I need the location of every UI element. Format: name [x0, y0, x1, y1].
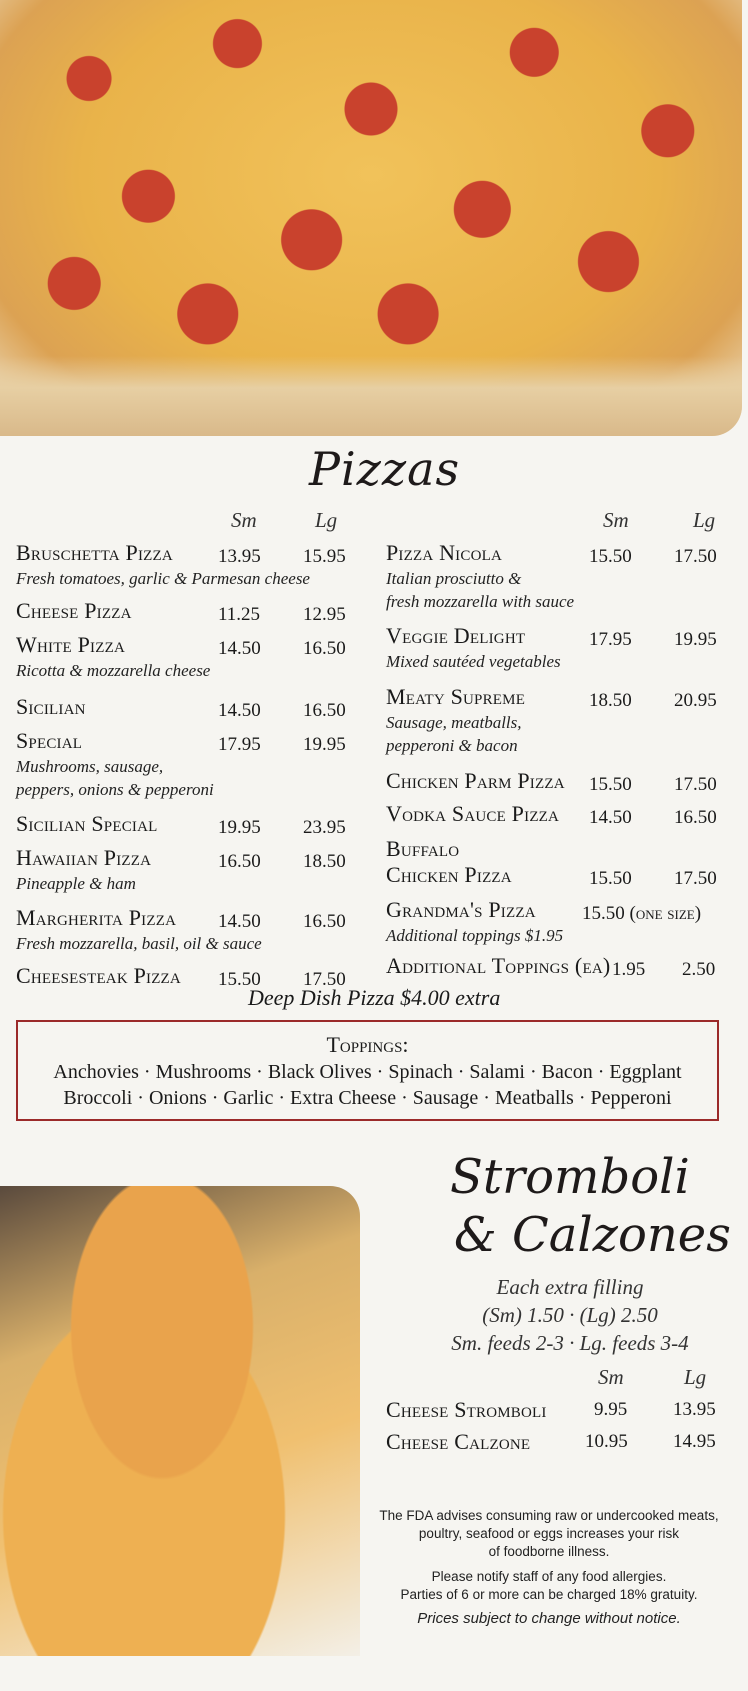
- stromboli-lg-header: Lg: [684, 1365, 707, 1389]
- item-name: Additional Toppings (ea): [386, 953, 611, 978]
- item-price-lg: 16.50: [303, 911, 346, 932]
- item-name: Pizza Nicola: [386, 540, 503, 565]
- item-price-lg: 16.50: [303, 638, 346, 659]
- stromboli-info-feeds: Sm. feeds 2-3 · Lg. feeds 3-4: [451, 1331, 689, 1355]
- item-price-sm: 16.50: [218, 851, 261, 872]
- item-price-sm: 1.95: [612, 959, 646, 980]
- item-price-sm: 14.50: [589, 807, 632, 828]
- item-description: pepperoni & bacon: [386, 736, 518, 755]
- item-price-sm: 18.50: [589, 690, 632, 711]
- pizza-photo: [0, 0, 742, 436]
- item-price-lg: 17.50: [303, 969, 346, 990]
- item-price-lg: 14.95: [673, 1431, 716, 1452]
- gratuity-notice: Parties of 6 or more can be charged 18% gratuity.: [400, 1587, 698, 1602]
- item-price-lg: 16.50: [303, 700, 346, 721]
- item-description: Italian prosciutto &: [386, 569, 522, 588]
- item-price-lg: 17.50: [674, 774, 717, 795]
- item-price-sm: 14.50: [218, 638, 261, 659]
- item-name: Chicken Parm Pizza: [386, 768, 565, 793]
- stromboli-info-price: (Sm) 1.50 · (Lg) 2.50: [482, 1303, 658, 1327]
- stromboli-title-line1: Stromboli: [450, 1149, 690, 1205]
- left-col-lg-header: Lg: [315, 508, 338, 532]
- item-name-line2: Chicken Pizza: [386, 862, 512, 887]
- right-col-lg-header: Lg: [693, 508, 716, 532]
- pizzas-title: Pizzas: [309, 442, 461, 496]
- item-name: Cheese Stromboli: [386, 1397, 547, 1422]
- item-description: Pineapple & ham: [16, 874, 136, 893]
- fda-line3: of foodborne illness.: [488, 1544, 610, 1559]
- item-description: Mixed sautéed vegetables: [386, 652, 561, 671]
- calzone-photo: [0, 1186, 360, 1656]
- item-price-lg: 18.50: [303, 851, 346, 872]
- item-price-sm: 11.25: [218, 604, 261, 625]
- item-name: Vodka Sauce Pizza: [386, 801, 560, 826]
- item-name: Cheesesteak Pizza: [16, 963, 181, 988]
- item-price-sm: 19.95: [218, 817, 261, 838]
- item-price-sm: 14.50: [218, 700, 261, 721]
- item-name: Buffalo: [386, 836, 460, 861]
- item-price-lg: 20.95: [674, 690, 717, 711]
- item-description: Fresh mozzarella, basil, oil & sauce: [16, 934, 262, 953]
- allergy-notice: Please notify staff of any food allergies.: [431, 1569, 667, 1584]
- stromboli-info-filling: Each extra filling: [496, 1275, 644, 1299]
- item-price-sm: 14.50: [218, 911, 261, 932]
- item-name: Meaty Supreme: [386, 684, 526, 709]
- toppings-list-line1: Anchovies · Mushrooms · Black Olives · Spinach · Salami · Bacon · Eggplant: [53, 1061, 682, 1083]
- item-price-lg: 12.95: [303, 604, 346, 625]
- item-name: Grandma's Pizza: [386, 897, 536, 922]
- item-price-lg: 2.50: [682, 959, 716, 980]
- item-description: Ricotta & mozzarella cheese: [16, 661, 211, 680]
- item-price-sm: 9.95: [594, 1399, 628, 1420]
- item-price-sm: 13.95: [218, 546, 261, 567]
- item-price-lg: 17.50: [674, 546, 717, 567]
- item-price-sm: 17.95: [218, 734, 261, 755]
- item-price-sm: 17.95: [589, 629, 632, 650]
- item-name: Cheese Pizza: [16, 598, 132, 623]
- item-description: Additional toppings $1.95: [386, 926, 564, 945]
- item-description: Fresh tomatoes, garlic & Parmesan cheese: [16, 569, 310, 588]
- fda-line1: The FDA advises consuming raw or undercooked meats,: [379, 1508, 719, 1523]
- item-price-lg: 19.95: [303, 734, 346, 755]
- item-name: Margherita Pizza: [16, 905, 177, 930]
- fda-advisory: [360, 1507, 738, 1561]
- deep-dish-note: Deep Dish Pizza $4.00 extra: [248, 985, 501, 1010]
- item-name: Veggie Delight: [386, 623, 526, 648]
- item-name: Special: [16, 728, 83, 753]
- item-name: Hawaiian Pizza: [16, 845, 152, 870]
- toppings-title: Toppings:: [326, 1032, 409, 1057]
- toppings-box: [16, 1020, 719, 1121]
- item-price-lg: 16.50: [674, 807, 717, 828]
- item-description: peppers, onions & pepperoni: [16, 780, 214, 799]
- item-price-lg: 19.95: [674, 629, 717, 650]
- item-price-sm: 15.50: [589, 774, 632, 795]
- item-name: Bruschetta Pizza: [16, 540, 173, 565]
- item-price-sm: 10.95: [585, 1431, 628, 1452]
- item-price-lg: 23.95: [303, 817, 346, 838]
- item-price-lg: 15.95: [303, 546, 346, 567]
- item-price-lg: 17.50: [674, 868, 717, 889]
- price-change-notice: Prices subject to change without notice.: [417, 1610, 681, 1627]
- stromboli-sm-header: Sm: [598, 1365, 624, 1389]
- toppings-list-line2: Broccoli · Onions · Garlic · Extra Cheese · Sausage · Meatballs · Pepperoni: [63, 1087, 672, 1109]
- item-price-sm: 15.50: [218, 969, 261, 990]
- item-price-sm: 15.50: [589, 546, 632, 567]
- item-description: Sausage, meatballs,: [386, 713, 522, 732]
- item-price-sm: 15.50: [589, 868, 632, 889]
- item-name: Sicilian: [16, 694, 86, 719]
- left-col-sm-header: Sm: [231, 508, 257, 532]
- fda-line2: poultry, seafood or eggs increases your risk: [418, 1526, 680, 1541]
- item-price-one-size: 15.50 (one size): [582, 903, 702, 924]
- item-description: fresh mozzarella with sauce: [386, 592, 575, 611]
- item-name: Cheese Calzone: [386, 1429, 531, 1454]
- stromboli-title-line2: & Calzones: [454, 1207, 731, 1263]
- allergy-gratuity-notice: [360, 1568, 738, 1604]
- item-description: Mushrooms, sausage,: [16, 757, 164, 776]
- item-price-lg: 13.95: [673, 1399, 716, 1420]
- item-name: White Pizza: [16, 632, 126, 657]
- item-name: Sicilian Special: [16, 811, 158, 836]
- stromboli-title: [450, 1148, 731, 1264]
- right-col-sm-header: Sm: [603, 508, 629, 532]
